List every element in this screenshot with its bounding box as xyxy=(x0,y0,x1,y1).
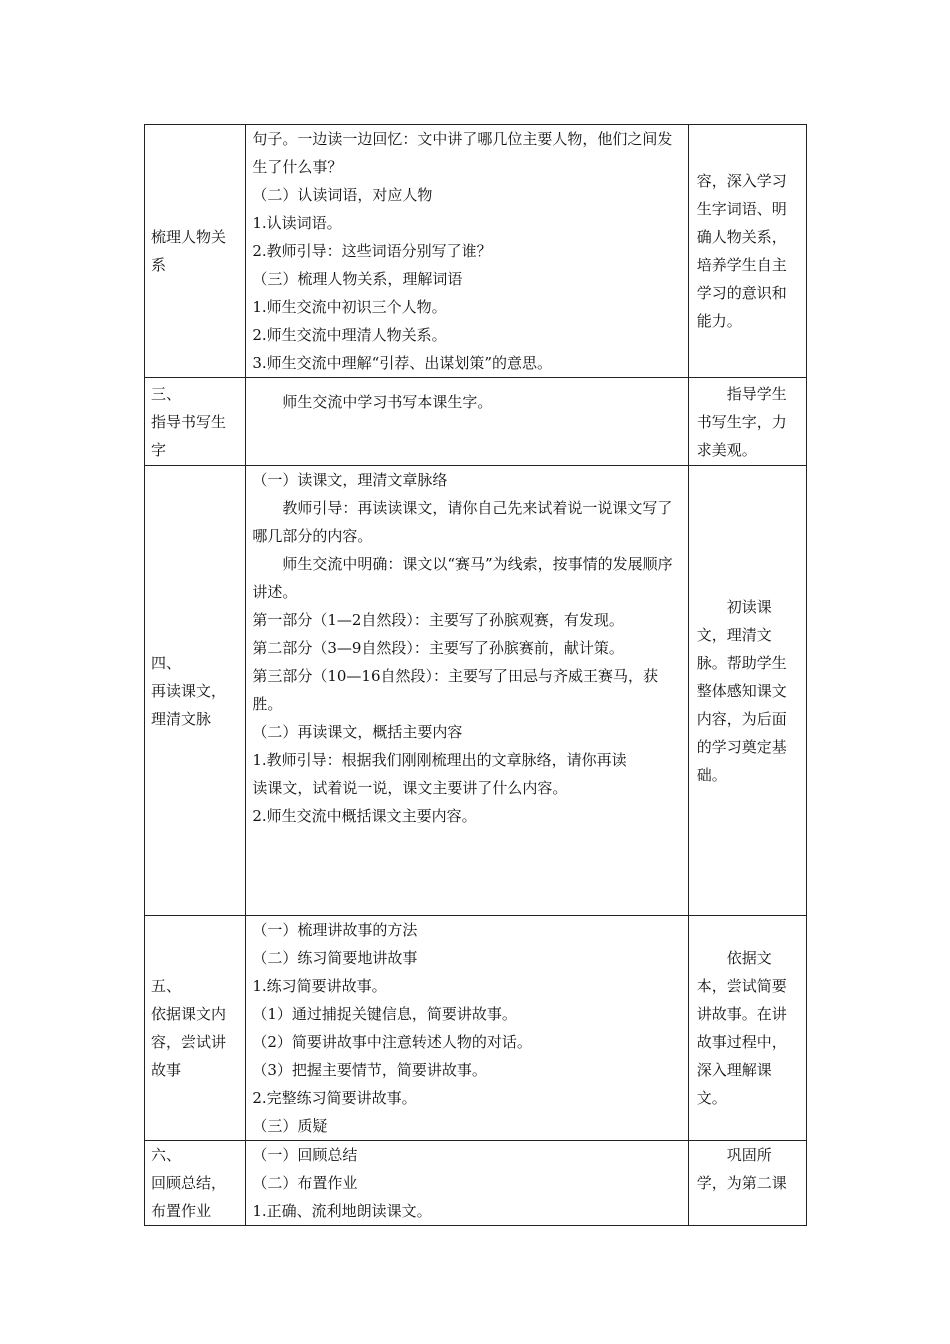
stage-line: 六、 xyxy=(151,1146,182,1164)
content-line: 教师引导：再读读课文，请你自己先来试着说一说课文写了哪几部分的内容。 xyxy=(252,499,673,545)
stage-line: 再读课文， xyxy=(151,681,227,700)
stage-line: 梳理人物关 xyxy=(151,228,227,246)
stage-cell xyxy=(145,1141,246,1226)
content-line: （一）梳理讲故事的方法 xyxy=(252,921,418,939)
stage-line: 系 xyxy=(151,256,167,274)
table-row xyxy=(145,125,807,378)
content-line: 2.师生交流中理清人物关系。 xyxy=(252,326,447,344)
content-line: 1.认读词语。 xyxy=(252,214,342,232)
content-line: 1.师生交流中初识三个人物。 xyxy=(252,298,447,316)
purpose-cell xyxy=(688,378,806,466)
purpose-cell xyxy=(688,916,806,1141)
stage-cell xyxy=(145,916,246,1141)
stage-line: 依据课文内 xyxy=(151,1005,227,1023)
stage-cell xyxy=(145,125,246,378)
stage-line: 布置作业 xyxy=(151,1202,212,1220)
content-line: （二）练习简要地讲故事 xyxy=(252,949,418,967)
table-row xyxy=(145,466,807,916)
content-line: 2.教师引导：这些词语分别写了谁？ xyxy=(252,242,492,260)
purpose-text: 依据文本，尝试简要讲故事。在讲故事过程中，深入理解课文。 xyxy=(696,949,787,1107)
content-line: 2.完整练习简要讲故事。 xyxy=(252,1089,417,1107)
content-line: （三）质疑 xyxy=(252,1117,328,1135)
content-cell xyxy=(246,378,688,466)
content-line: （一）读课文，理清文章脉络 xyxy=(252,471,448,489)
lesson-plan-table xyxy=(144,124,807,1226)
content-line: 师生交流中学习书写本课生字。 xyxy=(282,393,493,411)
content-line: （二）再读课文，概括主要内容 xyxy=(252,723,463,741)
purpose-cell xyxy=(688,466,806,916)
content-cell xyxy=(246,916,688,1141)
content-line: （一）回顾总结 xyxy=(252,1146,358,1164)
content-line: 第一部分（1—2自然段）：主要写了孙膑观赛，有发现。 xyxy=(252,611,624,629)
content-line: 1.教师引导：根据我们刚刚梳理出的文章脉络，请你再读 xyxy=(252,751,627,769)
stage-line: 指导书写生 xyxy=(151,412,227,431)
content-line: 1.练习简要讲故事。 xyxy=(252,977,387,995)
table-row xyxy=(145,1141,807,1226)
table-row xyxy=(145,916,807,1141)
stage-line: 理清文脉 xyxy=(151,709,212,728)
content-cell xyxy=(246,1141,688,1226)
content-line: 读课文，试着说一说，课文主要讲了什么内容。 xyxy=(252,779,568,797)
purpose-cell xyxy=(688,1141,806,1226)
content-line: （二）认读词语，对应人物 xyxy=(252,186,433,204)
content-cell xyxy=(246,125,688,378)
content-line: 3.师生交流中理解“引荐、出谋划策”的意思。 xyxy=(252,354,552,372)
stage-cell xyxy=(145,378,246,466)
table-row xyxy=(145,378,807,466)
content-line: 师生交流中明确：课文以“赛马”为线索，按事情的发展顺序讲述。 xyxy=(252,555,673,601)
purpose-text: 指导学生书写生字，力求美观。 xyxy=(696,384,787,459)
content-line: 句子。一边读一边回忆：文中讲了哪几位主要人物，他们之间发生了什么事？ xyxy=(252,130,673,176)
stage-line: 回顾总结， xyxy=(151,1174,227,1192)
content-line: 2.师生交流中概括课文主要内容。 xyxy=(252,807,477,825)
stage-line: 故事 xyxy=(151,1061,182,1079)
content-line: （三）梳理人物关系，理解词语 xyxy=(252,270,463,288)
content-line: （2）简要讲故事中注意转述人物的对话。 xyxy=(252,1033,532,1051)
stage-line: 三、 xyxy=(151,384,182,403)
content-line: 第二部分（3—9自然段）：主要写了孙膑赛前，献计策。 xyxy=(252,639,624,657)
stage-line: 字 xyxy=(151,440,167,459)
purpose-text: 初读课文，理清文脉。帮助学生整体感知课文内容，为后面的学习奠定基础。 xyxy=(696,597,787,784)
content-cell xyxy=(246,466,688,916)
stage-cell xyxy=(145,466,246,916)
purpose-text: 巩固所学，为第二课 xyxy=(696,1146,787,1192)
content-line: （二）布置作业 xyxy=(252,1174,358,1192)
stage-line: 容，尝试讲 xyxy=(151,1033,227,1051)
purpose-cell xyxy=(688,125,806,378)
content-line: （1）通过捕捉关键信息，简要讲故事。 xyxy=(252,1005,517,1023)
purpose-text: 容，深入学习生字词语、明确人物关系，培养学生自主学习的意识和能力。 xyxy=(696,172,787,330)
content-line: 1.正确、流利地朗读课文。 xyxy=(252,1202,432,1220)
content-line: （3）把握主要情节，简要讲故事。 xyxy=(252,1061,487,1079)
content-line: 第三部分（10—16自然段）：主要写了田忌与齐威王赛马，获胜。 xyxy=(252,667,659,713)
stage-line: 五、 xyxy=(151,977,182,995)
stage-line: 四、 xyxy=(151,653,182,672)
